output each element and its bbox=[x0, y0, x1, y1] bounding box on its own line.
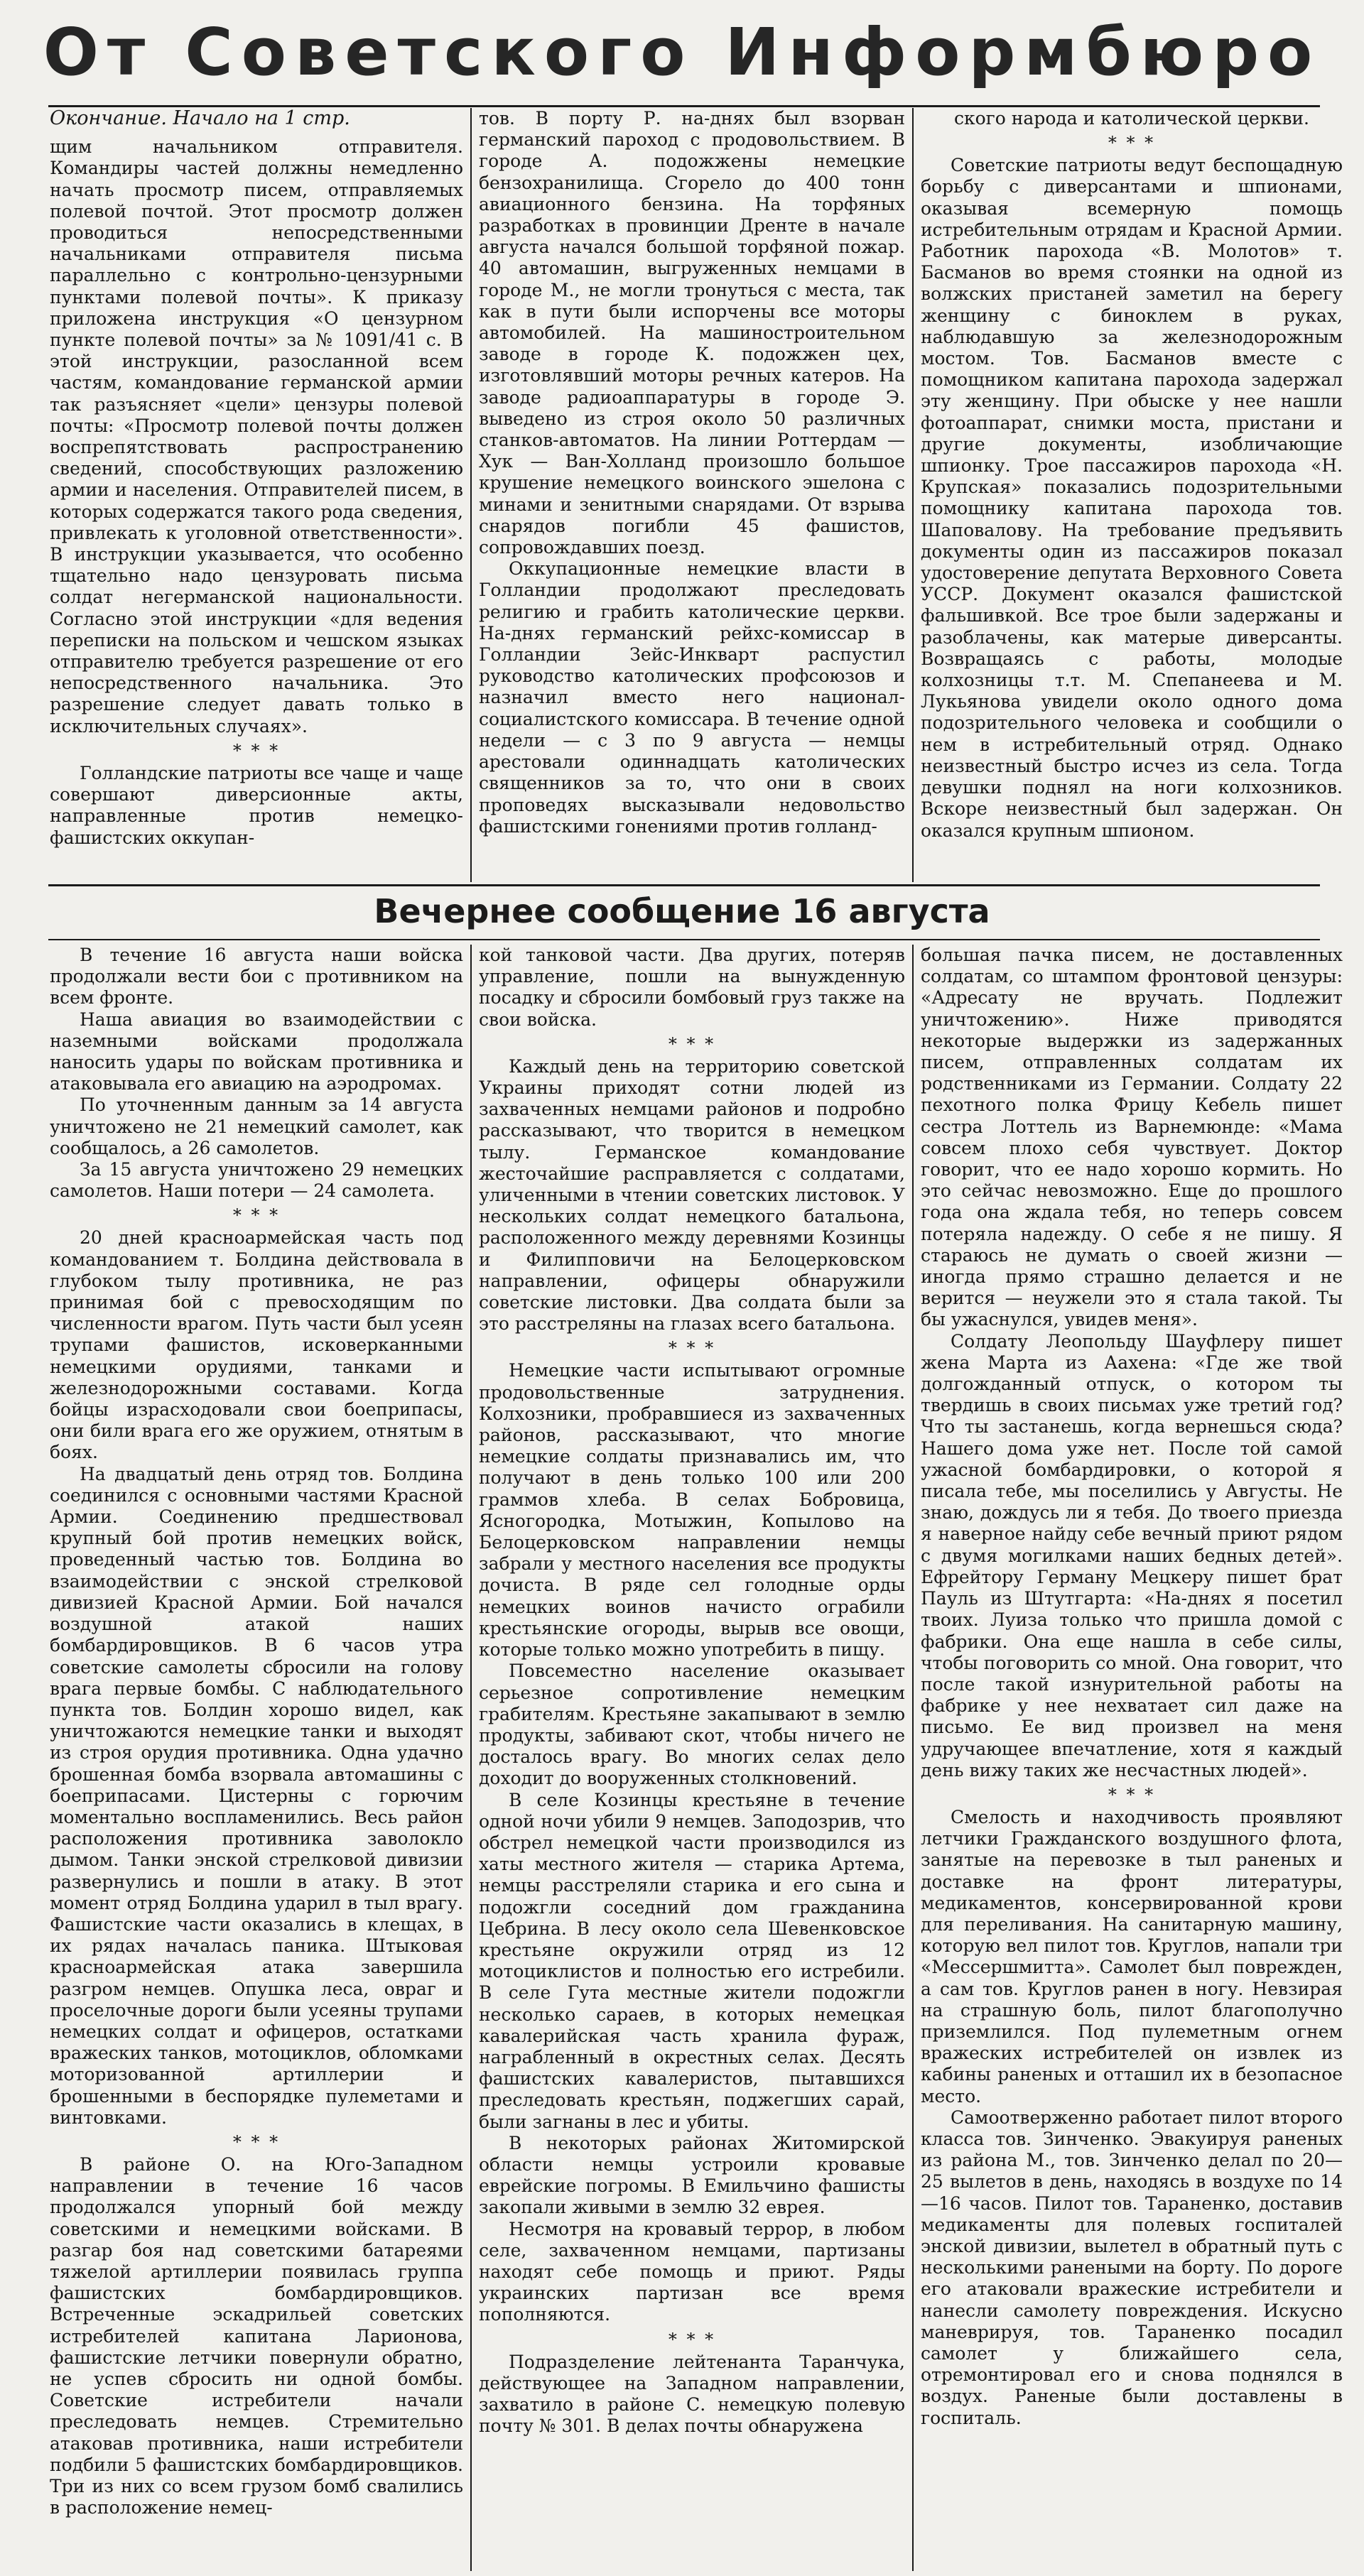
section-title: Вечернее сообщение 16 августа bbox=[374, 892, 990, 930]
section-separator: * * * bbox=[232, 2131, 281, 2152]
evening-paragraph: Самоотверженно работает пилот второго класса тов. Зинченко. Эвакуируя раненых из района М., тов. Зинченко делал по 20—25 вылетов в день, находясь в воздухе по 14—16 часов. Пилот тов. Тараненко, доставив медикаменты для полевых госпиталей энской дивизии, вылетел в обратный путь с несколькими ранеными на борту. По дороге его атаковали вражеские истребители и нанесли самолету повреждения. Искусно маневрируя, тов. Тараненко посадил самолет у ближайшего села, отремонтировал его и снова поднялся в воздух. Раненые были доставлены в госпиталь. bbox=[921, 2107, 1343, 2428]
page-title: От Советского Информбюро bbox=[43, 14, 1321, 90]
evening-paragraph: За 15 августа уничтожено 29 немецких самолетов. Наши потери — 24 самолета. bbox=[50, 1159, 463, 1202]
top-column-2 bbox=[479, 108, 905, 879]
top-column-3 bbox=[921, 108, 1343, 879]
section-separator: * * * bbox=[232, 1205, 281, 1226]
evening-column-2 bbox=[479, 945, 905, 2571]
masthead bbox=[0, 0, 1364, 107]
evening-paragraph: 20 дней красноармейская часть под командованием т. Болдина действовала в глубоком тылу противника, не раз принимая бой с превосходящим по численности врагом. Путь части был усеян трупами фашистов, исковерканными немецкими орудиями, танками и железнодорожными составами. Когда бойцы израсходовали свои боеприпасы, они били врага его же оружием, отнятым в боях. bbox=[50, 1227, 463, 1463]
column-rule bbox=[912, 108, 914, 882]
section-separator: * * * bbox=[1108, 1784, 1156, 1805]
section-rule bbox=[48, 884, 1320, 886]
section-separator: * * * bbox=[232, 740, 281, 761]
evening-paragraph: По уточненным данным за 14 августа уничтожено не 21 немецкий самолет, как сообщалось, а 26 самолетов. bbox=[50, 1094, 463, 1158]
evening-column-3 bbox=[921, 945, 1343, 2571]
top-paragraph: тов. В порту Р. на-днях был взорван германский пароход с продовольствием. В городе А. подожжены немецкие бензохранилища. Сгорело до 400 тонн авиационного бензина. На торфяных разработках в провинции Дренте в начале августа начался большой торфяной пожар. 40 автомашин, выгруженных немцами в городе М., не могли тронуться с места, так как в пути были испорчены все моторы автомобилей. На машиностроительном заводе в городе К. подожжен цех, изготовлявший моторы речных катеров. На заводе радиоаппаратуры в городе Э. выведено из строя около 50 различных станков-автоматов. На линии Роттердам — Хук — Ван-Холланд произошло большое крушение немецкого воинского эшелона с минами и зенитными снарядами. От взрыва снарядов погибли 45 фашистов, сопровождавших поезд. bbox=[479, 108, 905, 558]
evening-paragraph: Смелость и находчивость проявляют летчики Гражданского воздушного флота, занятые на перевозке в тыл раненых и доставке на фронт литературы, медикаментов, консервированной крови для переливания. На санитарную машину, которую вел пилот тов. Круглов, напали три «Мессершмитта». Самолет был поврежден, а сам тов. Круглов ранен в ногу. Невзирая на страшную боль, пилот благополучно приземлился. Под пулеметным огнем вражеских истребителей он извлек из кабины раненых и отташил их в безопасное место. bbox=[921, 1806, 1343, 2107]
section-separator: * * * bbox=[668, 1033, 716, 1054]
evening-paragraph: Несмотря на кровавый террор, в любом селе, захваченном немцами, партизаны находят себе помощь и приют. Ряды украинских партизан все время пополняются. bbox=[479, 2218, 905, 2325]
column-rule bbox=[470, 945, 472, 2571]
section-separator: * * * bbox=[668, 1338, 716, 1359]
evening-paragraph: В районе О. на Юго-Западном направлении в течение 16 часов продолжался упорный бой между советскими и немецкими войсками. В разгар боя над советскими батареями тяжелой артиллерии появилась группа фашистских бомбардировщиков. Встреченные эскадрильей советских истребителей капитана Ларионова, фашистские летчики повернули обратно, не успев сбросить ни одной бомбы. Советские истребители начали преследовать немцев. Стремительно атаковав противника, наши истребители подбили 5 фашистских бомбардировщиков. Три из них со всем грузом бомб свалились в расположение немец- bbox=[50, 2153, 463, 2518]
evening-paragraph: Повсеместно население оказывает серьезное сопротивление немецким грабителям. Крестьяне закапывают в землю продукты, забивают скот, чтобы ничего не досталось врагу. Во многих селах дело доходит до вооруженных столкновений. bbox=[479, 1661, 905, 1789]
evening-paragraph: кой танковой части. Два других, потеряв управление, пошли на вынужденную посадку и сбросили бомбовый груз также на свои войска. bbox=[479, 945, 905, 1030]
evening-paragraph: Каждый день на территорию советской Украины приходят сотни людей из захваченных немцами районов и подробно рассказывают, что творится в немецком тылу. Германское командование жесточайшие расправляется с солдатами, уличенными в чтении советских листовок. У нескольких солдат немецкого батальона, расположенного между деревнями Козинцы и Филипповичи на Белоцерковском направлении, офицеры обнаружили советские листовки. Два солдата были за это расстреляны на глазах всего батальона. bbox=[479, 1055, 905, 1335]
evening-paragraph: Немецкие части испытывают огромные продовольственные затруднения. Колхозники, пробравшиеся из захваченных районов, рассказывают, что многие немецкие солдаты признавались им, что получают в день только 100 или 200 граммов хлеба. В селах Бобровица, Ясногородка, Мотыжин, Копылово на Белоцерковском направлении немцы забрали у местного населения все продукты дочиста. В ряде сел голодные орды немецких воинов начисто ограбили крестьянские огороды, вырыв все овощи, которые только можно употребить в пищу. bbox=[479, 1360, 905, 1661]
top-paragraph: ского народа и католической церкви. bbox=[954, 108, 1309, 129]
evening-paragraph: большая пачка писем, не доставленных солдатам, со штампом фронтовой цензуры: «Адресату не вручать. Подлежит уничтожению». Ниже приводятся некоторые выдержки из задержанных писем, отправленных солдатам их родственниками из Германии. Солдату 22 пехотного полка Фрицу Кебель пишет сестра Лоттель из Варнемюнде: «Мама совсем плохо себя чувствует. Доктор говорит, что ее надо хорошо кормить. Но это сейчас невозможно. Еще до прошлого года она ждала тебя, но теперь совсем потеряла надежду. О себе я не пишу. Я стараюсь не думать о своей жизни — иногда прямо страшно делается и не верится — неужели это я стала такой. Ты бы ужаснулся, увидев меня». bbox=[921, 945, 1343, 1330]
top-column-1 bbox=[50, 108, 463, 879]
top-paragraph: щим начальником отправителя. Командиры частей должны немедленно начать просмотр писем, отправляемых полевой почтой. Этот просмотр должен проводиться непосредственными начальниками отправителя письма параллельно с контрольно-цензурными пунктами полевой почты». К приказу приложена инструкция «О цензурном пункте полевой почты» за № 1091/41 с. В этой инструкции, разосланной всем частям, командование германской армии так разъясняет «цели» цензуры полевой почты: «Просмотр полевой почты должен воспрепятствовать распространению сведений, способствующих разложению армии и населения. Отправителей писем, в которых содержатся такого рода сведения, привлекать к уголовной ответственности». В инструкции указывается, что особенно тщательно надо цензуровать письма солдат негерманской национальности. Согласно этой инструкции «для ведения переписки на польском и чешском языках отправителю требуется разрешение от его непосредственного начальника. Это разрешение следует давать только в исключительных случаях». bbox=[50, 136, 463, 737]
continuation-note: Окончание. Начало на 1 стр. bbox=[50, 108, 350, 129]
evening-column-1 bbox=[50, 945, 463, 2571]
top-paragraph: Голландские патриоты все чаще и чаще совершают диверсионные акты, направленные против немецко-фашистских оккупан- bbox=[50, 762, 463, 848]
evening-paragraph: Солдату Леопольду Шауфлеру пишет жена Марта из Аахена: «Где же твой долгожданный отпуск, о котором ты твердишь в своих письмах уже третий год? Что ты застанешь, когда вернешься сюда? Нашего дома уже нет. После той самой ужасной бомбардировки, о которой я писала тебе, мы поселились у Августы. Не знаю, дождусь ли я тебя. До твоего приезда я наверное найду себе вечный приют рядом с двумя могилками наших бедных детей». Ефрейтору Герману Мецкеру пишет брат Пауль из Штутгарта: «На-днях я посетил твоих. Луиза только что пришла домой с фабрики. Она еще нашла в себе силы, чтобы поговорить со мной. Она говорит, что после такой изнурительной работы на фабрике у нее нехватает сил даже на письмо. Ее вид произвел на меня удручающее впечатление, хотя я каждый день вижу таких же несчастных людей». bbox=[921, 1330, 1343, 1781]
section-separator: * * * bbox=[668, 2329, 716, 2349]
evening-paragraph: Подразделение лейтенанта Таранчука, действующее на Западном направлении, захватило в районе С. немецкую полевую почту № 301. В делах почты обнаружена bbox=[479, 2351, 905, 2437]
column-rule bbox=[912, 945, 914, 2571]
masthead-rule bbox=[48, 105, 1320, 107]
section-rule bbox=[48, 939, 1320, 940]
column-rule bbox=[470, 108, 472, 882]
top-paragraph: Советские патриоты ведут беспощадную борьбу с диверсантами и шпионами, оказывая всемерную помощь истребительным отрядам и Красной Армии. Работник парохода «В. Молотов» т. Басманов во время стоянки на одной из волжских пристаней заметил на берегу женщину с биноклем в руках, наблюдавшую за железнодорожным мостом. Тов. Басманов вместе с помощником капитана парохода задержал эту женщину. При обыске у нее нашли фотоаппарат, снимки моста, пристани и другие документы, изобличающие шпионку. Трое пассажиров парохода «Н. Крупская» показались подозрительными помощнику капитана парохода тов. Шаповалову. На требование предъявить документы один из пассажиров показал удостоверение депутата Верховного Совета УССР. Документ оказался фашистской фальшивкой. Все трое были задержаны и разоблачены, как матерые диверсанты. Возвращаясь с работы, молодые колхозницы т.т. М. Спепанеева и М. Лукьянова увидели около одного дома подозрительного человека и сообщили о нем в истребительный отряд. Однако неизвестный быстро исчез из села. Тогда девушки поднял на ноги колхозников. Вскоре неизвестный был задержан. Он оказался крупным шпионом. bbox=[921, 155, 1343, 841]
top-paragraph: Оккупационные немецкие власти в Голландии продолжают преследовать религию и грабить католические церкви. На-днях германский рейхс-комиссар в Голландии Зейс-Инкварт распустил руководство католических профсоюзов и назначил вместо него национал-социалистского комиссара. В течение одной недели — с 3 по 9 августа — немцы арестовали одиннадцать католических священников за то, что они в своих проповедях высказывали недовольство фашистскими гонениями против голланд- bbox=[479, 558, 905, 837]
evening-paragraph: Наша авиация во взаимодействии с наземными войсками продолжала наносить удары по войскам противника и атаковывала его авиацию на аэродромах. bbox=[50, 1009, 463, 1094]
evening-paragraph: В некоторых районах Житомирской области немцы устроили кровавые еврейские погромы. В Емильчино фашисты закопали живыми в землю 32 еврея. bbox=[479, 2132, 905, 2218]
section-separator: * * * bbox=[1108, 133, 1156, 153]
evening-paragraph: В селе Козинцы крестьяне в течение одной ночи убили 9 немцев. Заподозрив, что обстрел немецкой части производился из хаты местного жителя — старика Артема, немцы расстреляли старика и его сына и подожгли соседний дом гражданина Цебрина. В лесу около села Шевенковское крестьяне окружили отряд из 12 мотоциклистов и полностью его истребили. В селе Гута местные жители подожгли несколько сараев, в которых немецкая кавалерийская часть хранила фураж, награбленный в окрестных селах. Десять фашистских кавалеристов, пытавшихся преследовать крестьян, поджегших сарай, были загнаны в лес и убиты. bbox=[479, 1789, 905, 2132]
evening-paragraph: В течение 16 августа наши войска продолжали вести бои с противником на всем фронте. bbox=[50, 945, 463, 1009]
evening-paragraph: На двадцатый день отряд тов. Болдина соединился с основными частями Красной Армии. Соединению предшествовал крупный бой против немецких войск, проведенный частью тов. Болдина во взаимодействии с энской стрелковой дивизией Красной Армии. Бой начался воздушной атакой наших бомбардировщиков. В 6 часов утра советские самолеты сбросили на голову врага первые бомбы. С наблюдательного пункта тов. Болдин хорошо видел, как уничтожаются немецкие танки и выходят из строя орудия противника. Одна удачно брошенная бомба взорвала автомашины с боеприпасами. Цистерны с горючим моментально воспламенились. Весь район расположения противника заволокло дымом. Танки энской стрелковой дивизии развернулись и пошли в атаку. В этот момент отряд Болдина ударил в тыл врагу. Фашистские части оказались в клещах, в их рядах началась паника. Штыковая красноармейская атака завершила разгром немцев. Опушка леса, овраг и проселочные дороги были усеяны трупами немецких солдат и офицеров, остатками вражеских танков, мотоциклов, обломками моторизованной артиллерии и брошенными в беспорядке пулеметами и винтовками. bbox=[50, 1463, 463, 2128]
